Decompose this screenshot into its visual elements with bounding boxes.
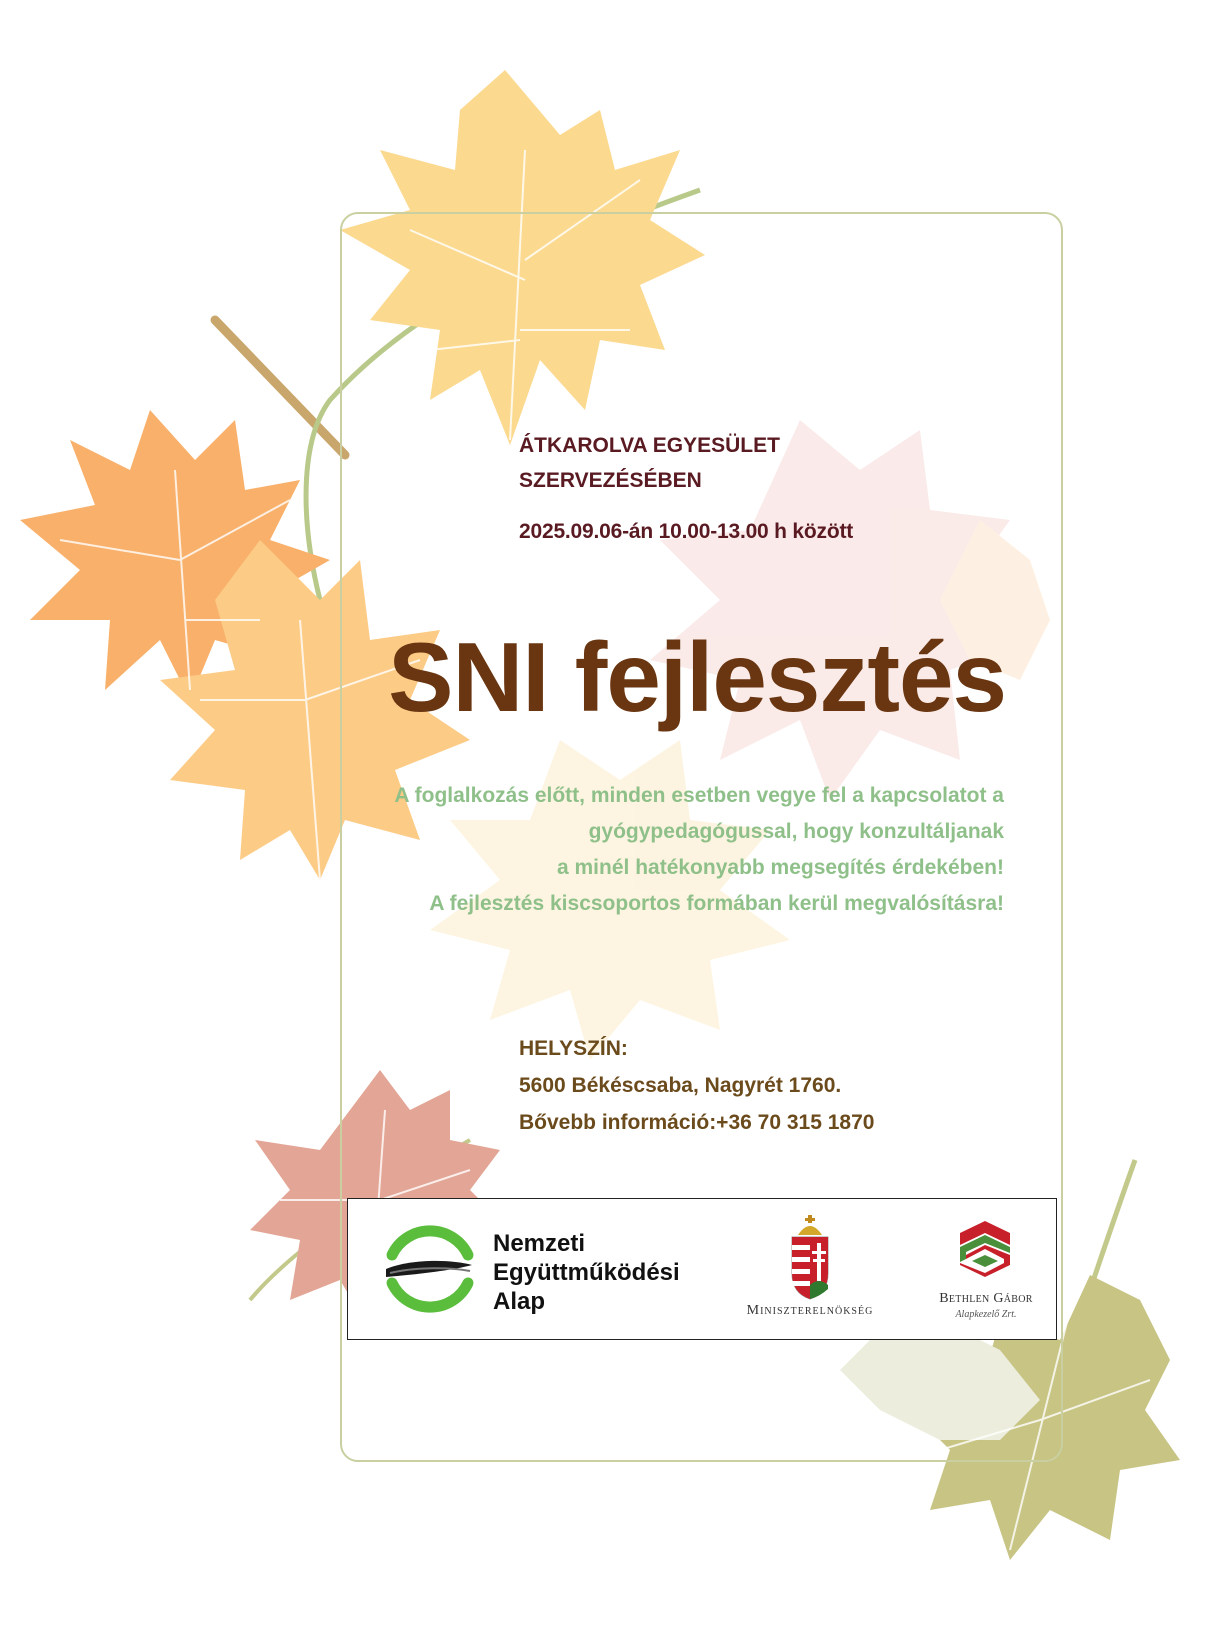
- sponsor-logo-bar: [347, 1198, 1057, 1340]
- nea-line-2: Együttműködési: [493, 1259, 680, 1286]
- organizer-text: [519, 428, 780, 498]
- bethlen-logo-text: Bethlen Gábor: [939, 1291, 1033, 1306]
- nea-logo-icon: [380, 1219, 480, 1319]
- nea-line-3: Alap: [493, 1288, 546, 1315]
- notice-line: gyógypedagógussal, hogy konzultáljanak: [588, 820, 1004, 843]
- page-title: SNI fejlesztés: [388, 622, 1006, 732]
- venue-info: [519, 1030, 874, 1141]
- hungarian-coat-of-arms-icon: [788, 1215, 832, 1301]
- nea-line-1: Nemzeti: [493, 1230, 586, 1257]
- event-date: 2025.09.06-án 10.00-13.00 h között: [519, 520, 854, 543]
- notice-line: A fejlesztés kiscsoportos formában kerül megvalósításra!: [429, 892, 1004, 915]
- bethlen-logo-subtext: Alapkezelő Zrt.: [955, 1309, 1017, 1320]
- bethlen-gabor-logo-icon: [958, 1219, 1012, 1279]
- venue-address: 5600 Békéscsaba, Nagyrét 1760.: [519, 1074, 842, 1097]
- organizer-line-1: ÁTKAROLVA EGYESÜLET: [519, 434, 780, 457]
- notice-line: A foglalkozás előtt, minden esetben vegye fel a kapcsolatot a: [394, 784, 1004, 807]
- organizer-line-2: SZERVEZÉSÉBEN: [519, 469, 702, 492]
- ministry-logo-text: Miniszterelnökség: [746, 1303, 874, 1318]
- notice-text: [394, 778, 1004, 922]
- nea-logo-text: [493, 1229, 680, 1316]
- venue-label: HELYSZÍN:: [519, 1037, 628, 1060]
- notice-line: a minél hatékonyabb megsegítés érdekében!: [557, 856, 1004, 879]
- venue-contact: Bővebb információ:+36 70 315 1870: [519, 1111, 875, 1134]
